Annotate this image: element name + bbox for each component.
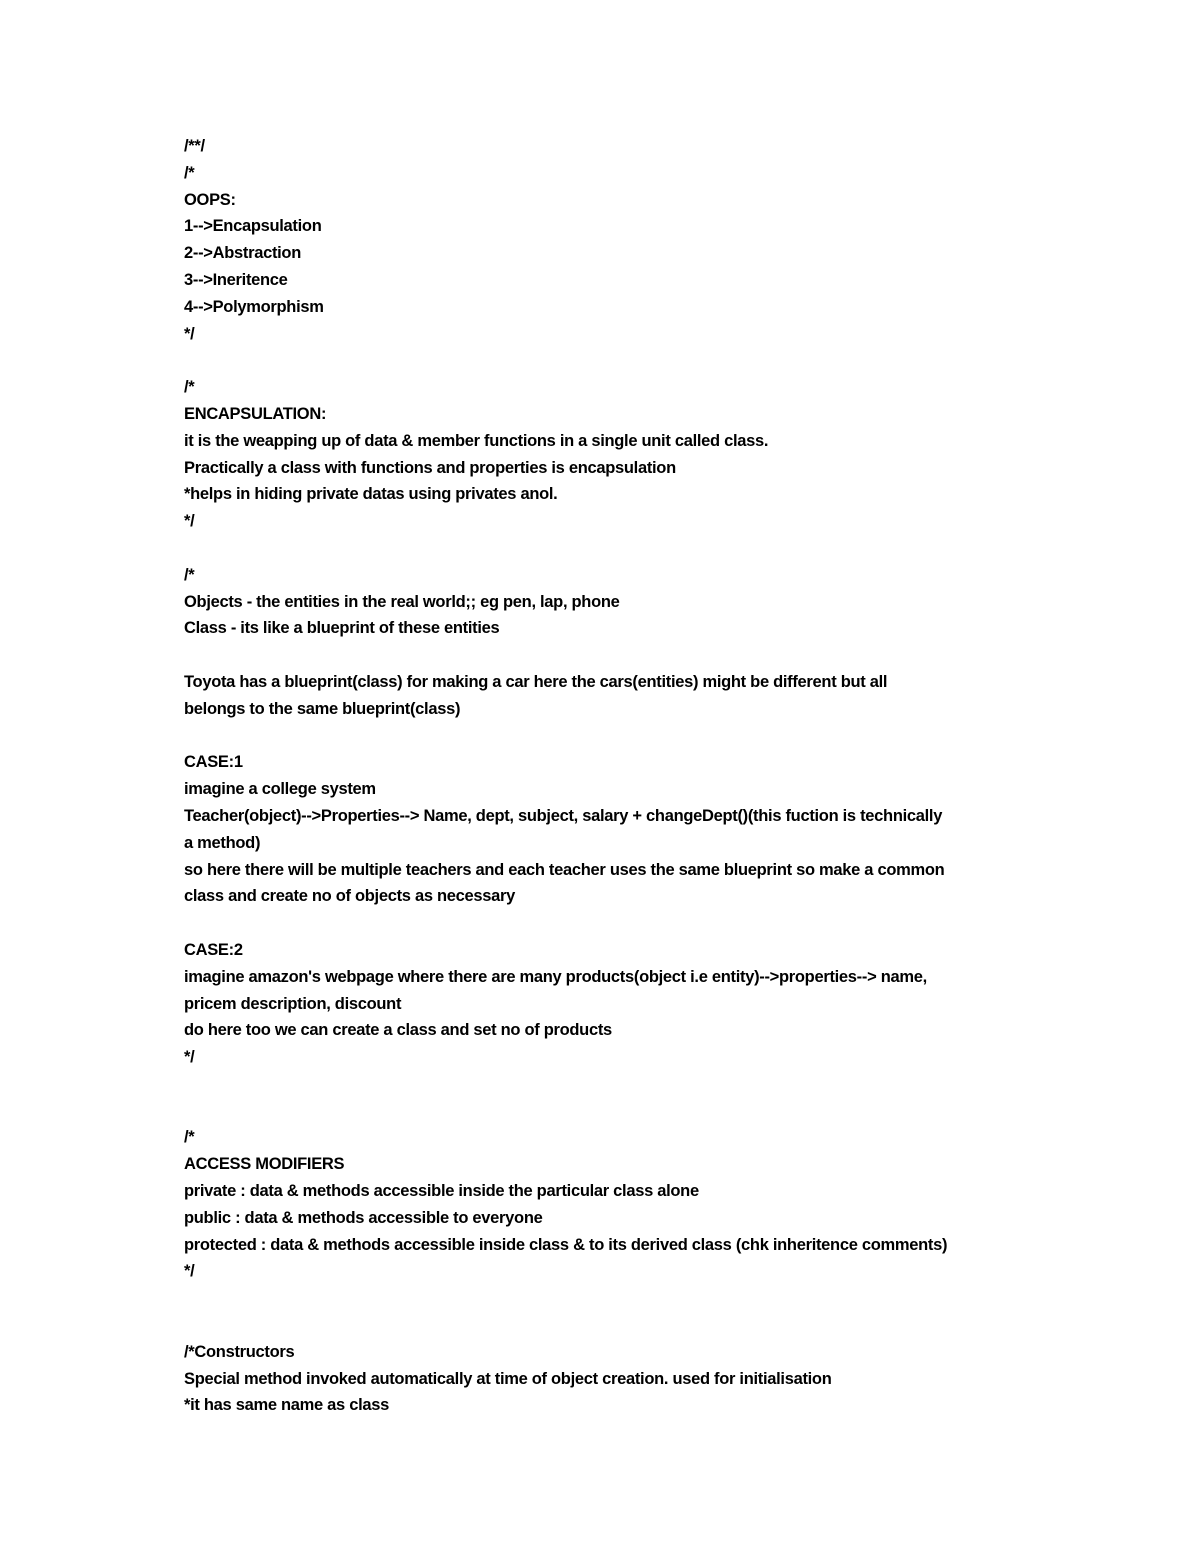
blank-line: [184, 1285, 1064, 1312]
text-line: */: [184, 512, 195, 531]
text-line: OOPS:: [184, 190, 236, 209]
text-line: /*: [184, 1128, 195, 1147]
text-line: /**/: [184, 137, 205, 155]
text-line: it is the weapping up of data & member functions in a single unit called class.: [184, 431, 769, 450]
text-line: a method): [184, 833, 261, 852]
text-line: *helps in hiding private datas using privates anol.: [184, 485, 558, 504]
blank-line: [184, 642, 1064, 669]
text-line: /*: [184, 163, 195, 182]
text-line: ACCESS MODIFIERS: [184, 1155, 345, 1174]
text-line: /*: [184, 565, 195, 584]
text-line: belongs to the same blueprint(class): [184, 699, 461, 718]
blank-line: [184, 723, 1064, 750]
text-line: imagine a college system: [184, 780, 376, 799]
text-line: so here there will be multiple teachers and each teacher uses the same blueprint so make a common: [184, 860, 945, 879]
text-line: protected : data & methods accessible inside class & to its derived class (chk inheritence comments): [184, 1235, 948, 1254]
text-line: Special method invoked automatically at time of object creation. used for initialisation: [184, 1369, 832, 1388]
text-line: 4-->Polymorphism: [184, 297, 324, 316]
text-line: private : data & methods accessible inside the particular class alone: [184, 1182, 699, 1201]
blank-line: [184, 347, 1064, 374]
text-line: public : data & methods accessible to everyone: [184, 1208, 543, 1227]
text-line: */: [184, 1048, 195, 1067]
blank-line: [184, 535, 1064, 562]
text-line: pricem description, discount: [184, 994, 402, 1013]
text-line: imagine amazon's webpage where there are many products(object i.e entity)-->properties--> name,: [184, 967, 927, 986]
blank-line: [184, 1071, 1064, 1098]
text-line: /*: [184, 378, 195, 397]
text-line: *it has same name as class: [184, 1396, 390, 1415]
text-line: Objects - the entities in the real world;; eg pen, lap, phone: [184, 592, 620, 611]
document-text: [184, 133, 1064, 1419]
text-line: /*Constructors: [184, 1342, 295, 1361]
text-line: 3-->Ineritence: [184, 270, 288, 289]
text-line: do here too we can create a class and set no of products: [184, 1021, 612, 1040]
text-line: 2-->Abstraction: [184, 244, 301, 263]
blank-line: [184, 910, 1064, 937]
text-line: CASE:1: [184, 753, 243, 772]
blank-line: [184, 1098, 1064, 1125]
text-line: class and create no of objects as necessary: [184, 887, 516, 906]
text-line: Class - its like a blueprint of these entities: [184, 619, 500, 638]
text-line: Practically a class with functions and properties is encapsulation: [184, 458, 676, 477]
text-line: */: [184, 324, 195, 343]
text-line: ENCAPSULATION:: [184, 404, 327, 423]
text-line: 1-->Encapsulation: [184, 217, 322, 236]
text-line: CASE:2: [184, 940, 243, 959]
text-line: */: [184, 1262, 195, 1281]
text-line: Teacher(object)-->Properties--> Name, dept, subject, salary + changeDept()(this fuction is technically: [184, 806, 943, 825]
blank-line: [184, 1312, 1064, 1339]
text-line: Toyota has a blueprint(class) for making a car here the cars(entities) might be different but all: [184, 672, 888, 691]
